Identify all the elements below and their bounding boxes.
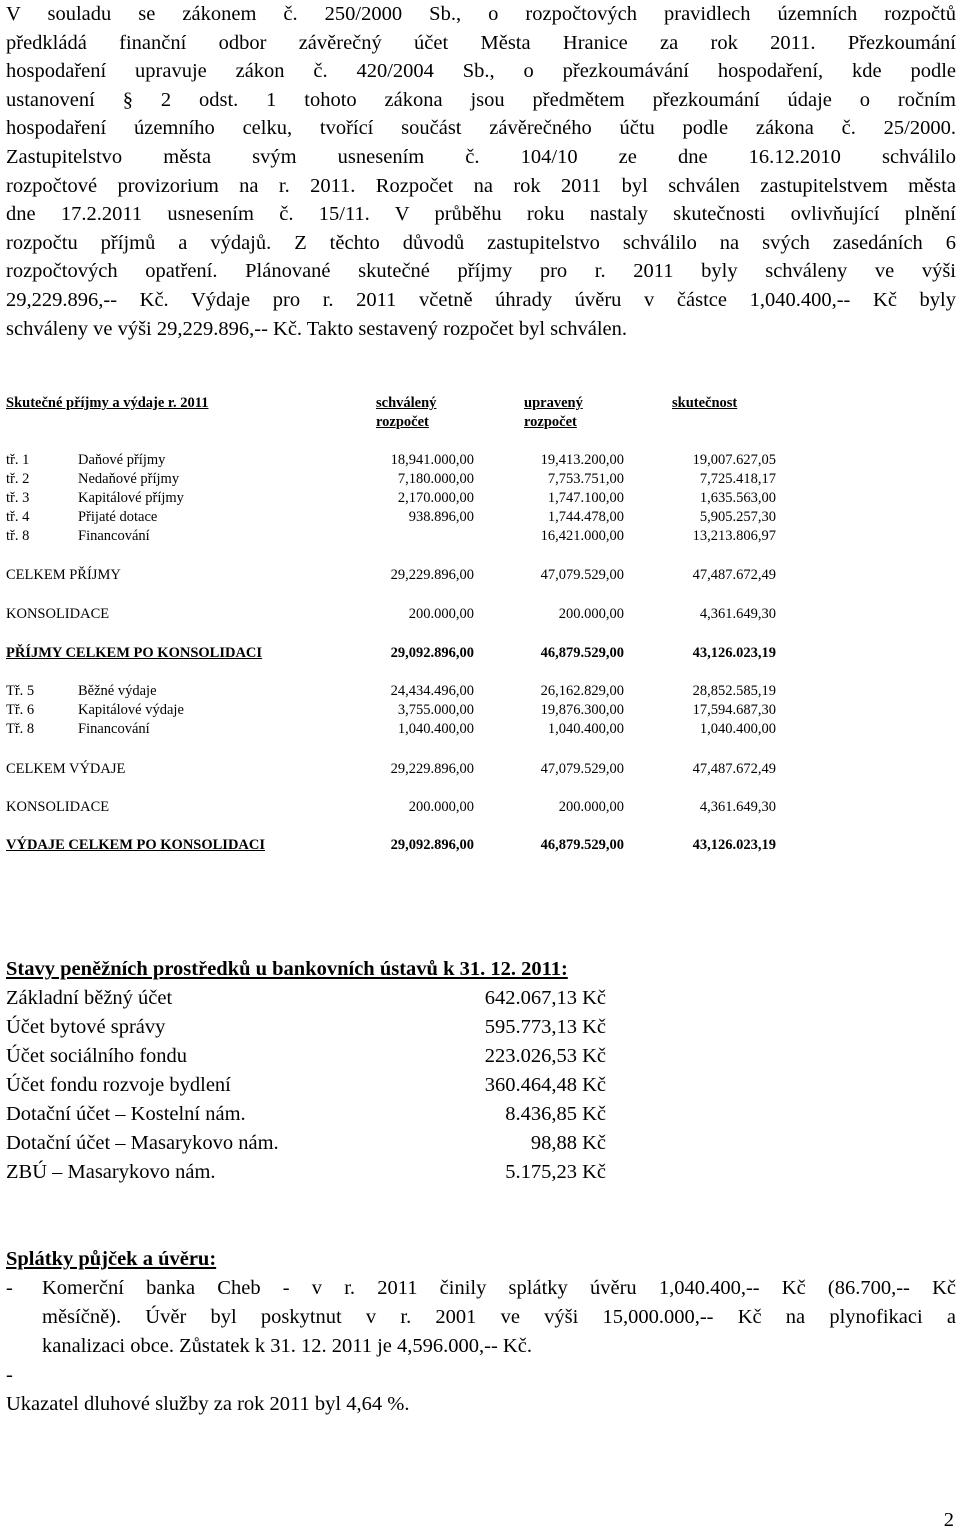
page-number: 2 xyxy=(943,1509,954,1531)
row-name: Nedaňové příjmy xyxy=(78,471,180,487)
intro-line: schváleny ve výši 29,229.896,-- Kč. Takto sestavený rozpočet byl schválen. xyxy=(6,317,627,340)
row-actual: 28,852.585,19 xyxy=(692,683,776,699)
account-name: Dotační účet – Masarykovo nám. xyxy=(6,1132,279,1154)
row-code: Tř. 8 xyxy=(6,721,35,737)
row-approved: 3,755.000,00 xyxy=(397,702,474,718)
row-label: KONSOLIDACE xyxy=(6,606,110,622)
row-adjusted: 1,744.478,00 xyxy=(547,509,624,525)
row-actual: 5,905.257,30 xyxy=(699,509,776,525)
row-actual: 13,213.806,97 xyxy=(692,528,776,544)
table-header-row xyxy=(6,394,786,413)
intro-line: rozpočtových opatření. Plánované skutečné příjmy pro r. 2011 byly schváleny ve výši xyxy=(6,260,956,283)
row-name: Financování xyxy=(78,528,150,544)
row-actual: 47,487.672,49 xyxy=(692,761,776,777)
row-adjusted: 200.000,00 xyxy=(558,606,624,622)
intro-line: dne 17.2.2011 usnesením č. 15/11. V průběhu roku nastaly skutečnosti ovlivňující plnění xyxy=(6,203,956,226)
account-amount: 8.436,85 Kč xyxy=(505,1103,606,1125)
loan-item xyxy=(6,1274,956,1361)
table-row xyxy=(6,720,786,739)
account-name: Účet bytové správy xyxy=(6,1016,166,1038)
intro-line: 29,229.896,-- Kč. Výdaje pro r. 2011 včetně úhrady úvěru v částce 1,040.400,-- Kč byly xyxy=(6,288,956,311)
row-code: tř. 1 xyxy=(6,452,30,468)
row-code: tř. 8 xyxy=(6,528,30,544)
row-name: Financování xyxy=(78,721,150,737)
loans-title: Splátky půjček a úvěru: xyxy=(6,1248,217,1270)
row-code: Tř. 6 xyxy=(6,702,35,718)
list-bullet: - xyxy=(6,1277,13,1299)
row-label: VÝDAJE CELKEM PO KONSOLIDACI xyxy=(6,837,266,853)
bank-account-row xyxy=(6,1100,606,1129)
intro-line: předkládá finanční odbor závěrečný účet Města Hranice za rok 2011. Přezkoumání xyxy=(6,31,956,54)
row-actual: 47,487.672,49 xyxy=(692,567,776,583)
bank-balances-section xyxy=(6,955,606,1187)
row-adjusted: 46,879.529,00 xyxy=(540,837,624,853)
row-actual: 17,594.687,30 xyxy=(692,702,776,718)
expense-total-row xyxy=(6,760,786,779)
income-total-row xyxy=(6,566,786,585)
row-adjusted: 26,162.829,00 xyxy=(540,683,624,699)
account-name: Účet sociálního fondu xyxy=(6,1045,188,1067)
table-title: Skutečné příjmy a výdaje r. 2011 xyxy=(6,395,209,411)
bank-account-row xyxy=(6,1042,606,1071)
intro-line: Zastupitelstvo města svým usnesením č. 104/10 ze dne 16.12.2010 schválilo xyxy=(6,145,956,168)
row-approved: 938.896,00 xyxy=(408,509,474,525)
table-row xyxy=(6,701,786,720)
loan-line: kanalizaci obce. Zůstatek k 31. 12. 2011 je 4,596.000,-- Kč. xyxy=(42,1335,532,1357)
loan-text xyxy=(42,1274,956,1361)
col-approved-header: schválený xyxy=(376,395,437,411)
row-approved: 29,092.896,00 xyxy=(390,645,474,661)
row-name: Kapitálové výdaje xyxy=(78,702,184,718)
row-approved: 29,092.896,00 xyxy=(390,837,474,853)
loans-section xyxy=(6,1245,956,1419)
income-consolidation-row xyxy=(6,605,786,624)
row-name: Kapitálové příjmy xyxy=(78,490,184,506)
row-actual: 4,361.649,30 xyxy=(699,799,776,815)
row-name: Přijaté dotace xyxy=(78,509,158,525)
table-row xyxy=(6,470,786,489)
intro-line: V souladu se zákonem č. 250/2000 Sb., o rozpočtových pravidlech územních rozpočtů xyxy=(6,3,956,25)
intro-line: hospodaření upravuje zákon č. 420/2004 Sb., o přezkoumávání hospodaření, kde podle xyxy=(6,60,956,83)
row-approved: 1,040.400,00 xyxy=(397,721,474,737)
account-amount: 98,88 Kč xyxy=(530,1132,606,1154)
row-label: CELKEM PŘÍJMY xyxy=(6,567,121,583)
row-approved: 29,229.896,00 xyxy=(390,761,474,777)
row-label: CELKEM VÝDAJE xyxy=(6,761,126,777)
account-amount: 5.175,23 Kč xyxy=(505,1161,606,1183)
table-header-row-2 xyxy=(6,413,786,432)
table-row xyxy=(6,508,786,527)
expense-consolidation-row xyxy=(6,798,786,817)
bank-account-row xyxy=(6,1013,606,1042)
debt-service-indicator: Ukazatel dluhové služby za rok 2011 byl 4,64 %. xyxy=(6,1393,410,1415)
loan-line: měsíčně). Úvěr byl poskytnut v r. 2001 ve výši 15,000.000,-- Kč na plynofikaci a xyxy=(42,1306,956,1328)
row-approved: 200.000,00 xyxy=(408,606,474,622)
row-actual: 4,361.649,30 xyxy=(699,606,776,622)
intro-line: ustanovení § 2 odst. 1 tohoto zákona jsou předmětem přezkoumání údaje o ročním xyxy=(6,88,956,111)
row-adjusted: 1,040.400,00 xyxy=(547,721,624,737)
intro-line: rozpočtu příjmů a výdajů. Z těchto důvodů zastupitelstvo schválilo na svých zasedáních 6 xyxy=(6,231,956,254)
account-amount: 595.773,13 Kč xyxy=(484,1016,606,1038)
row-approved: 7,180.000,00 xyxy=(397,471,474,487)
table-row xyxy=(6,527,786,546)
row-actual: 1,040.400,00 xyxy=(699,721,776,737)
row-approved: 24,434.496,00 xyxy=(390,683,474,699)
empty-list-bullet: - xyxy=(6,1364,13,1386)
expense-after-consolidation-row xyxy=(6,836,786,855)
intro-paragraph xyxy=(6,0,956,343)
account-name: Dotační účet – Kostelní nám. xyxy=(6,1103,246,1125)
row-actual: 43,126.023,19 xyxy=(692,837,776,853)
col-adjusted-header: upravený xyxy=(524,395,583,411)
bank-balances-title: Stavy peněžních prostředků u bankovních ústavů k 31. 12. 2011: xyxy=(6,958,568,980)
row-actual: 19,007.627,05 xyxy=(692,452,776,468)
row-approved: 18,941.000,00 xyxy=(390,452,474,468)
row-adjusted: 19,413.200,00 xyxy=(540,452,624,468)
account-amount: 223.026,53 Kč xyxy=(484,1045,606,1067)
row-code: tř. 4 xyxy=(6,509,30,525)
row-code: tř. 2 xyxy=(6,471,30,487)
row-approved: 2,170.000,00 xyxy=(397,490,474,506)
table-row xyxy=(6,451,786,470)
account-amount: 360.464,48 Kč xyxy=(484,1074,606,1096)
bank-account-row xyxy=(6,1071,606,1100)
table-row xyxy=(6,682,786,701)
row-adjusted: 16,421.000,00 xyxy=(540,528,624,544)
bank-account-row xyxy=(6,984,606,1013)
bank-account-row xyxy=(6,1129,606,1158)
row-name: Daňové příjmy xyxy=(78,452,166,468)
account-name: Účet fondu rozvoje bydlení xyxy=(6,1074,231,1096)
table-row xyxy=(6,489,786,508)
account-amount: 642.067,13 Kč xyxy=(484,987,606,1009)
row-actual: 7,725.418,17 xyxy=(699,471,776,487)
row-actual: 43,126.023,19 xyxy=(692,645,776,661)
row-adjusted: 19,876.300,00 xyxy=(540,702,624,718)
col-adjusted-header-2: rozpočet xyxy=(524,414,577,430)
intro-line: hospodaření územního celku, tvořící součást závěrečného účtu podle zákona č. 25/2000. xyxy=(6,117,956,140)
row-approved: 200.000,00 xyxy=(408,799,474,815)
col-approved-header-2: rozpočet xyxy=(376,414,429,430)
row-label: PŘÍJMY CELKEM PO KONSOLIDACI xyxy=(6,645,263,661)
intro-line: rozpočtové provizorium na r. 2011. Rozpočet na rok 2011 byl schválen zastupitelstvem města xyxy=(6,174,956,197)
income-after-consolidation-row xyxy=(6,644,786,663)
row-actual: 1,635.563,00 xyxy=(699,490,776,506)
bank-account-row xyxy=(6,1158,606,1187)
row-name: Běžné výdaje xyxy=(78,683,157,699)
row-adjusted: 47,079.529,00 xyxy=(540,761,624,777)
account-name: ZBÚ – Masarykovo nám. xyxy=(6,1161,216,1183)
row-code: tř. 3 xyxy=(6,490,30,506)
row-adjusted: 1,747.100,00 xyxy=(547,490,624,506)
row-code: Tř. 5 xyxy=(6,683,35,699)
row-label: KONSOLIDACE xyxy=(6,799,110,815)
row-adjusted: 47,079.529,00 xyxy=(540,567,624,583)
loan-line: Komerční banka Cheb - v r. 2011 činily splátky úvěru 1,040.400,-- Kč (86.700,-- Kč xyxy=(42,1277,956,1299)
row-adjusted: 7,753.751,00 xyxy=(547,471,624,487)
row-adjusted: 46,879.529,00 xyxy=(540,645,624,661)
col-actual-header: skutečnost xyxy=(672,395,738,411)
row-adjusted: 200.000,00 xyxy=(558,799,624,815)
account-name: Základní běžný účet xyxy=(6,987,173,1009)
row-approved: 29,229.896,00 xyxy=(390,567,474,583)
